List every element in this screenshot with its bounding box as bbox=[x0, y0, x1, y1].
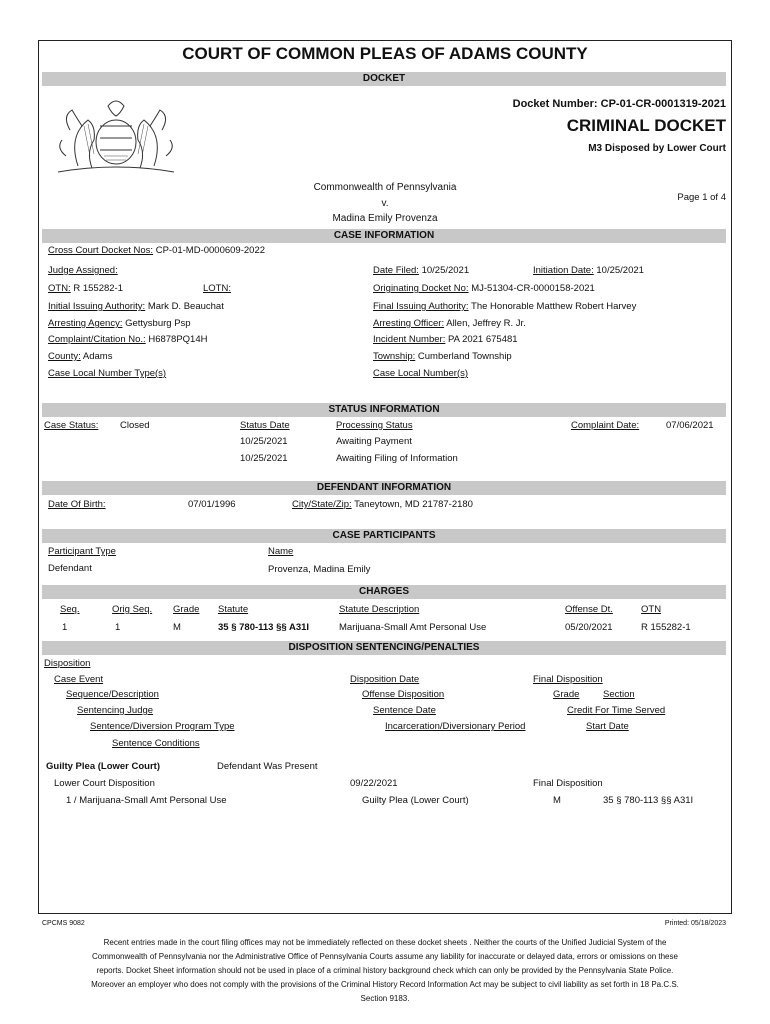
arresting-agency-label: Arresting Agency: bbox=[48, 318, 123, 329]
case-information-band: CASE INFORMATION bbox=[42, 229, 726, 243]
disposition-header: Disposition bbox=[44, 658, 91, 669]
participant-type-label: Participant Type bbox=[48, 546, 116, 557]
start-date-header: Start Date bbox=[586, 721, 629, 732]
cross-court-label: Cross Court Docket Nos: bbox=[48, 245, 154, 256]
caption-defendant: Madina Emily Provenza bbox=[332, 213, 438, 224]
case-status-label: Case Status: bbox=[44, 420, 99, 431]
docket-band: DOCKET bbox=[42, 72, 726, 86]
status-date: 10/25/2021 bbox=[240, 453, 288, 464]
case-participants-band: CASE PARTICIPANTS bbox=[42, 529, 726, 543]
pennsylvania-seal-icon bbox=[48, 96, 184, 176]
case-status-value: Closed bbox=[120, 420, 150, 431]
initiation-date-value: 10/25/2021 bbox=[596, 265, 644, 276]
offense-disposition-header: Offense Disposition bbox=[362, 689, 445, 700]
sentence-type-header: Sentence/Diversion Program Type bbox=[90, 721, 235, 732]
county-value: Adams bbox=[82, 351, 113, 362]
sentence-date-header: Sentence Date bbox=[373, 705, 436, 716]
case-local-number-label: Case Local Number(s) bbox=[373, 368, 469, 379]
participant-name-value: Provenza, Madina Emily bbox=[268, 564, 371, 575]
complaint-citation-value: H6878PQ14H bbox=[148, 334, 208, 345]
case-event-header: Case Event bbox=[54, 674, 104, 685]
credit-time-served-header: Credit For Time Served bbox=[567, 705, 666, 716]
processing-status: Awaiting Payment bbox=[336, 436, 412, 447]
disclaimer-text: Recent entries made in the court filing offices may not be immediately reflected on these docket sheets . Neither the courts of the Unified Judicial System of the Commonwealth of Pennsylvania nor the Administrative Office of Pennsylvania Courts assume any liability for inaccurate or delayed data, errors or omissions on these reports. Docket Sheet information should not be used in place of a criminal history background check which can only be provided by the Pennsylvania State Police. Moreover an employer who does not comply with the provisions of the Criminal History Record Information Act may be subject to civil liability as set forth in 18 Pa.C.S. Section 9183. bbox=[91, 938, 679, 1003]
page-indicator: Page 1 of 4 bbox=[677, 192, 726, 203]
incident-number-label: Incident Number: bbox=[373, 334, 446, 345]
court-title: COURT OF COMMON PLEAS OF ADAMS COUNTY bbox=[182, 44, 588, 63]
caption-plaintiff: Commonwealth of Pennsylvania bbox=[313, 182, 457, 193]
sentence-conditions-header: Sentence Conditions bbox=[112, 738, 200, 749]
grade-header: Grade bbox=[553, 689, 580, 700]
section-header: Section bbox=[603, 689, 635, 700]
township-label: Township: bbox=[373, 351, 416, 362]
arresting-officer-value: Allen, Jeffrey R. Jr. bbox=[446, 318, 526, 329]
final-disposition-header: Final Disposition bbox=[533, 674, 603, 685]
charge-offense-date: 05/20/2021 bbox=[565, 622, 613, 633]
complaint-date-value: 07/06/2021 bbox=[666, 420, 714, 431]
final-authority-value: The Honorable Matthew Robert Harvey bbox=[471, 301, 637, 312]
status-date-label: Status Date bbox=[240, 420, 290, 431]
arresting-officer-label: Arresting Officer: bbox=[373, 318, 445, 329]
final-disposition-value: Final Disposition bbox=[533, 778, 603, 789]
caption-versus: v. bbox=[381, 198, 389, 209]
section-value: 35 § 780-113 §§ A31I bbox=[603, 795, 694, 806]
defendant-information-band: DEFENDANT INFORMATION bbox=[42, 481, 726, 495]
complaint-citation-label: Complaint/Citation No.: bbox=[48, 334, 146, 345]
form-id: CPCMS 9082 bbox=[42, 920, 85, 927]
processing-status-label: Processing Status bbox=[336, 420, 413, 431]
disposition-date-header: Disposition Date bbox=[350, 674, 420, 685]
judge-assigned-label: Judge Assigned: bbox=[48, 265, 118, 276]
charge-orig-seq: 1 bbox=[115, 622, 121, 633]
initiation-date-label: Initiation Date: bbox=[533, 265, 594, 276]
city-state-zip-value: Taneytown, MD 21787-2180 bbox=[354, 499, 473, 510]
final-authority-label: Final Issuing Authority: bbox=[373, 301, 469, 312]
date-filed-label: Date Filed: bbox=[373, 265, 419, 276]
case-event-value: Guilty Plea (Lower Court) bbox=[46, 761, 161, 772]
initial-authority-label: Initial Issuing Authority: bbox=[48, 301, 146, 312]
docket-number: Docket Number: CP-01-CR-0001319-2021 bbox=[512, 98, 726, 110]
charge-statute: 35 § 780-113 §§ A31I bbox=[218, 622, 310, 633]
grade-value: M bbox=[553, 795, 561, 806]
case-event-note: Defendant Was Present bbox=[217, 761, 318, 772]
sequence-description-header: Sequence/Description bbox=[66, 689, 159, 700]
township-value: Cumberland Township bbox=[417, 351, 512, 362]
lower-court-disposition: Lower Court Disposition bbox=[54, 778, 155, 789]
date-of-birth-value: 07/01/1996 bbox=[188, 499, 236, 510]
charge-otn: R 155282-1 bbox=[641, 622, 691, 633]
charge-header-grade: Grade bbox=[173, 604, 200, 615]
status-information-band: STATUS INFORMATION bbox=[42, 403, 726, 417]
charges-band: CHARGES bbox=[42, 585, 726, 599]
charge-description: Marijuana-Small Amt Personal Use bbox=[339, 622, 487, 633]
lotn-label: LOTN: bbox=[203, 283, 231, 294]
charge-grade: M bbox=[173, 622, 181, 633]
charge-header-description: Statute Description bbox=[339, 604, 420, 615]
charge-seq: 1 bbox=[62, 622, 68, 633]
disposition-date-value: 09/22/2021 bbox=[350, 778, 398, 789]
initial-authority-value: Mark D. Beauchat bbox=[147, 301, 224, 312]
date-filed-value: 10/25/2021 bbox=[421, 265, 470, 276]
otn-label: OTN: bbox=[48, 283, 71, 294]
docket-type: CRIMINAL DOCKET bbox=[566, 116, 726, 135]
complaint-date-label: Complaint Date: bbox=[571, 420, 640, 431]
incarceration-period-header: Incarceration/Diversionary Period bbox=[385, 721, 526, 732]
status-date: 10/25/2021 bbox=[240, 436, 288, 447]
date-of-birth-label: Date Of Birth: bbox=[48, 499, 106, 510]
county-label: County: bbox=[48, 351, 81, 362]
incident-number-value: PA 2021 675481 bbox=[447, 334, 518, 345]
charge-header-otn: OTN bbox=[641, 604, 662, 615]
charge-header-statute: Statute bbox=[218, 604, 249, 615]
originating-docket-value: MJ-51304-CR-0000158-2021 bbox=[471, 283, 595, 294]
charge-header-orig-seq: Orig Seq. bbox=[112, 604, 153, 615]
participant-name-label: Name bbox=[268, 546, 294, 557]
charge-header-seq: Seq. bbox=[60, 604, 80, 615]
arresting-agency-value: Gettysburg Psp bbox=[125, 318, 191, 329]
sentencing-judge-header: Sentencing Judge bbox=[77, 705, 154, 716]
sequence-description-value: 1 / Marijuana-Small Amt Personal Use bbox=[66, 795, 227, 806]
otn-value: R 155282-1 bbox=[73, 283, 123, 294]
cross-court-value: CP-01-MD-0000609-2022 bbox=[155, 245, 266, 256]
case-local-number-type-label: Case Local Number Type(s) bbox=[48, 368, 167, 379]
disposition-note: M3 Disposed by Lower Court bbox=[588, 143, 726, 154]
processing-status: Awaiting Filing of Information bbox=[336, 453, 458, 464]
city-state-zip-label: City/State/Zip: bbox=[292, 499, 352, 510]
printed-date: Printed: 05/18/2023 bbox=[664, 920, 726, 927]
participant-type-value: Defendant bbox=[48, 563, 92, 574]
originating-docket-label: Originating Docket No: bbox=[373, 283, 469, 294]
offense-disposition-value: Guilty Plea (Lower Court) bbox=[362, 795, 469, 806]
disposition-sentencing-band: DISPOSITION SENTENCING/PENALTIES bbox=[42, 641, 726, 655]
charge-header-offense-date: Offense Dt. bbox=[565, 604, 613, 615]
